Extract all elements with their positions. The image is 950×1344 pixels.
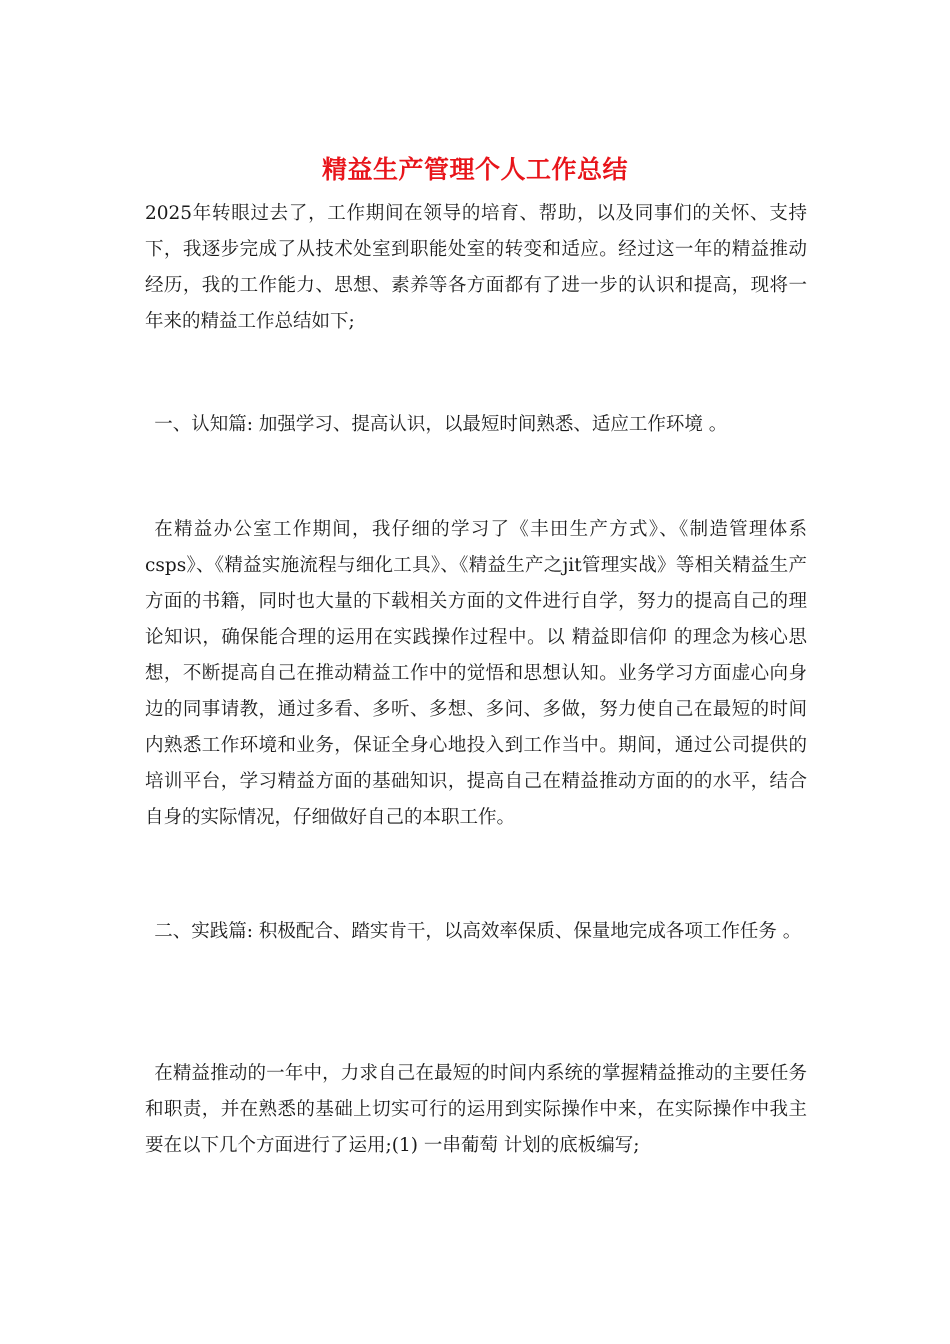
intro-paragraph: 2025年转眼过去了，工作期间在领导的培育、帮助，以及同事们的关怀、支持下，我逐步完成了从技术处室到职能处室的转变和适应。经过这一年的精益推动经历，我的工作能力、思想、素养等各方面都有了进一步的认识和提高，现将一年来的精益工作总结如下; <box>145 203 807 332</box>
section1-heading: 一、认知篇: 加强学习、提高认识，以最短时间熟悉、适应工作环境 。 <box>154 414 728 435</box>
section2-heading: 二、实践篇: 积极配合、踏实肯干，以高效率保质、保量地完成各项工作任务 。 <box>154 921 802 942</box>
section1-paragraph: 在精益办公室工作期间，我仔细的学习了《丰田生产方式》、《制造管理体系csps》、《精益实施流程与细化工具》、《精益生产之jit管理实战》等相关精益生产方面的书籍，同时也大量的下载相关方面的文件进行自学，努力的提高自己的理论知识，确保能合理的运用在实践操作过程中。以 精益即信仰 的理念为核心思想，不断提高自己在推动精益工作中的觉悟和思想认知。业务学习方面虚心向身边的同事请教，通过多看、多听、多想、多问、多做，努力使自己在最短的时间内熟悉工作环境和业务，保证全身心地投入到工作当中。期间，通过公司提供的培训平台，学习精益方面的基础知识，提高自己在精益推动方面的的水平，结合自身的实际情况，仔细做好自己的本职工作。 <box>145 519 807 828</box>
document-title: 精益生产管理个人工作总结 <box>321 155 628 184</box>
section2-paragraph: 在精益推动的一年中，力求自己在最短的时间内系统的掌握精益推动的主要任务和职责，并在熟悉的基础上切实可行的运用到实际操作中来，在实际操作中我主要在以下几个方面进行了运用;(1) 一串葡萄 计划的底板编写; <box>145 1063 807 1156</box>
